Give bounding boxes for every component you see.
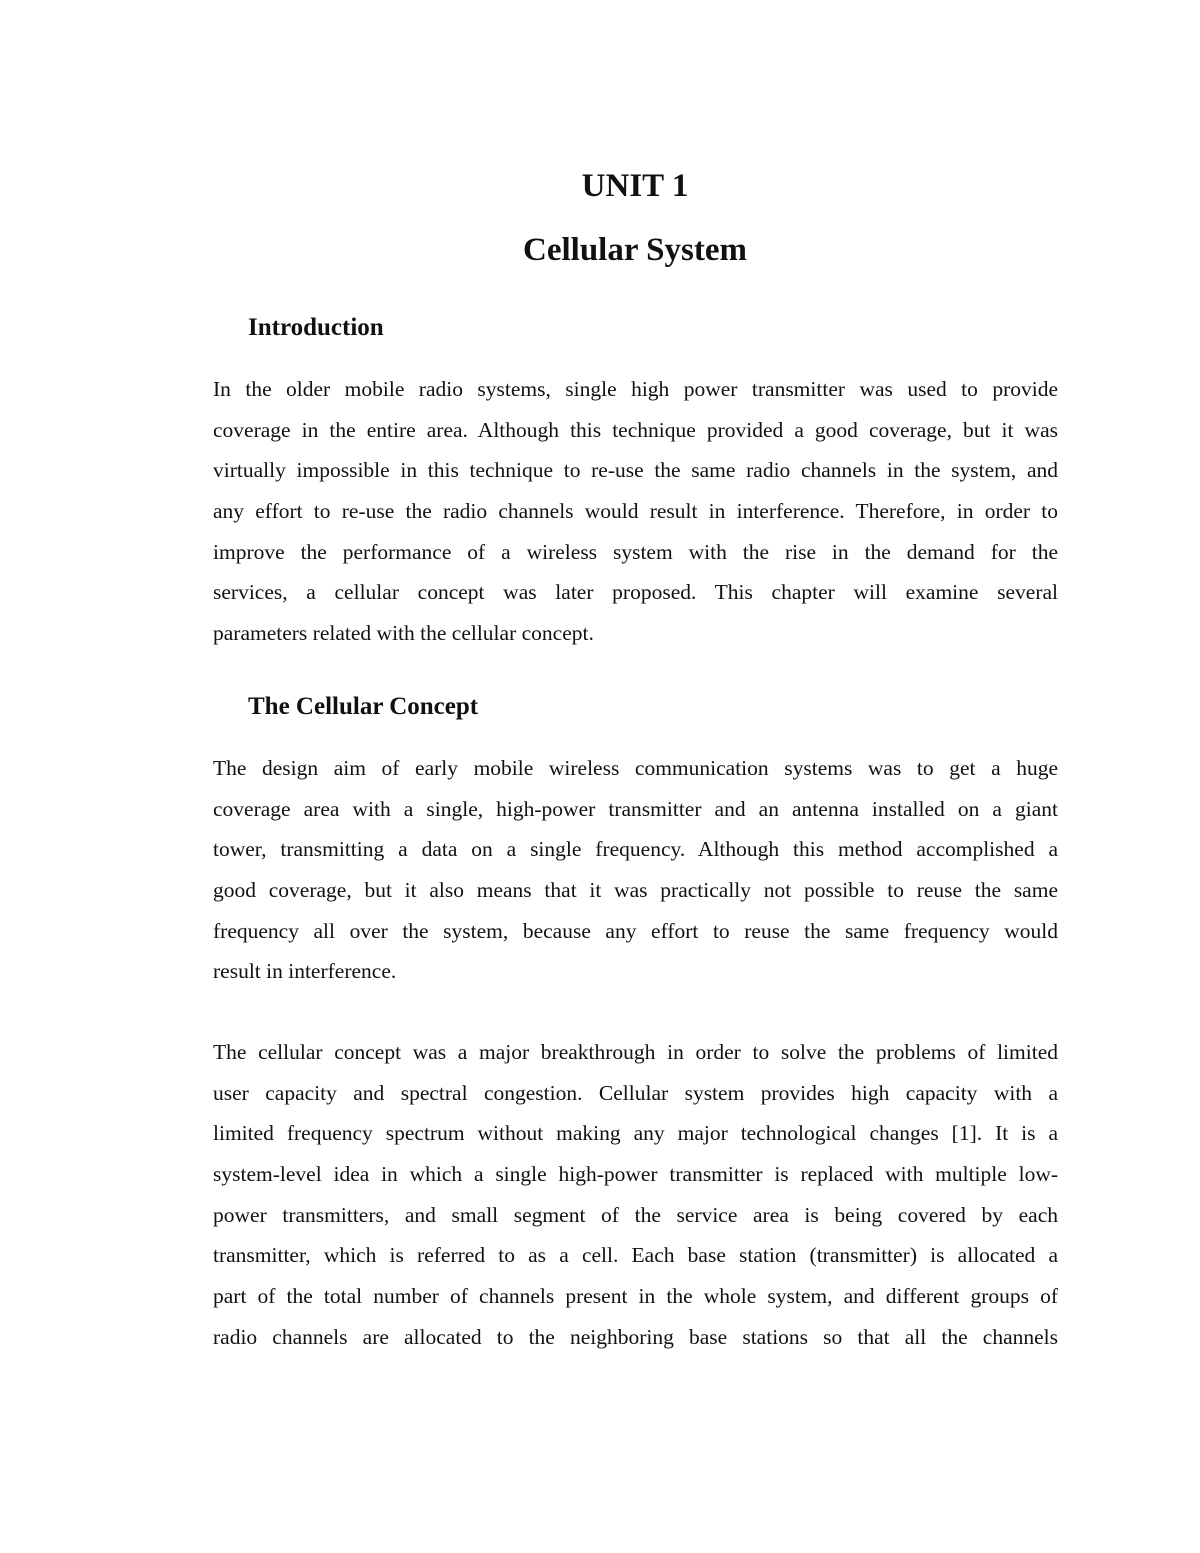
paragraph-line: part of the total number of channels present in the whole system, and different groups of [213, 1284, 1058, 1309]
paragraph-line: system-level idea in which a single high-power transmitter is replaced with multiple low- [213, 1162, 1058, 1187]
paragraph-line: transmitter, which is referred to as a cell. Each base station (transmitter) is allocated a [213, 1243, 1058, 1268]
paragraph-line: result in interference. [213, 959, 397, 984]
paragraph-line: coverage in the entire area. Although this technique provided a good coverage, but it was [213, 417, 1058, 442]
section-heading-cellular-concept: The Cellular Concept [248, 693, 479, 720]
paragraph-line: In the older mobile radio systems, single high power transmitter was used to provide [213, 377, 1058, 401]
section-heading-introduction: Introduction [248, 314, 384, 341]
paragraph-line: virtually impossible in this technique to re-use the same radio channels in the system, and [213, 458, 1058, 483]
paragraph-line: any effort to re-use the radio channels would result in interference. Therefore, in order to [213, 499, 1058, 524]
paragraph-line: services, a cellular concept was later proposed. This chapter will examine several [213, 580, 1058, 605]
paragraph-line: tower, transmitting a data on a single frequency. Although this method accomplished a [213, 837, 1058, 862]
paragraph-line: radio channels are allocated to the neighboring base stations so that all the channels [213, 1324, 1058, 1349]
unit-title: UNIT 1 [581, 168, 689, 205]
paragraph-line: user capacity and spectral congestion. Cellular system provides high capacity with a [213, 1080, 1058, 1105]
chapter-title: Cellular System [523, 232, 747, 269]
paragraph-line: coverage area with a single, high-power transmitter and an antenna installed on a giant [213, 796, 1058, 821]
paragraph-line: parameters related with the cellular concept. [213, 621, 594, 646]
paragraph-line: limited frequency spectrum without making any major technological changes [1]. It is a [213, 1121, 1058, 1146]
paragraph-line: good coverage, but it also means that it was practically not possible to reuse the same [213, 878, 1058, 903]
paragraph-line: improve the performance of a wireless system with the rise in the demand for the [213, 539, 1058, 564]
paragraph-introduction [213, 369, 1058, 654]
paragraph-line: The design aim of early mobile wireless communication systems was to get a huge [213, 756, 1058, 780]
paragraph-line: The cellular concept was a major breakthrough in order to solve the problems of limited [213, 1040, 1058, 1064]
paragraph-cellular-concept-1 [213, 748, 1058, 992]
paragraph-cellular-concept-2 [213, 1032, 1058, 1358]
paragraph-line: power transmitters, and small segment of the service area is being covered by each [213, 1202, 1058, 1227]
paragraph-line: frequency all over the system, because any effort to reuse the same frequency would [213, 918, 1058, 943]
